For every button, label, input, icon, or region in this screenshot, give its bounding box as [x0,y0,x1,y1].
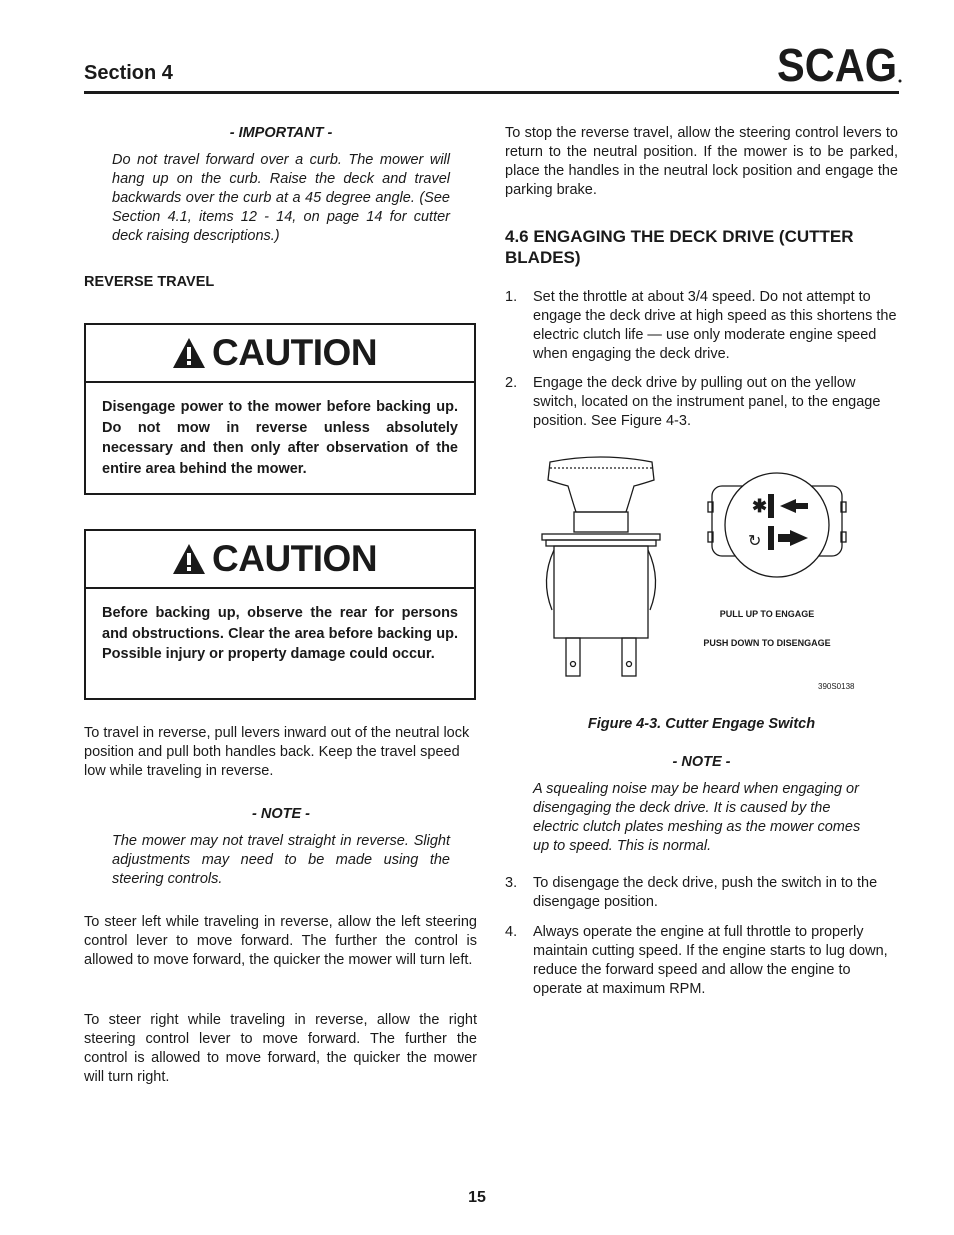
step-text: Always operate the engine at full throttle to properly maintain cutting speed. If the engine starts to lug down, reduce the forward speed and allow the engine to operate at maximum RPM. [533,924,888,997]
note-text: The mower may not travel straight in reverse. Slight adjustments may need to be made using the steering controls. [112,833,450,887]
push-label: PUSH DOWN TO DISENGAGE [703,638,831,648]
header-rule [84,91,899,94]
caution-box-1 [84,323,476,495]
step-text: Set the throttle at about 3/4 speed. Do not attempt to engage the deck drive at high speed as this shortens the electric clutch life — use only moderate engine speed when engaging the deck drive. [533,289,897,362]
step-number: 1. [505,289,518,305]
step-number: 4. [505,924,518,940]
cutter-switch-figure [530,450,870,700]
page-number: 15 [468,1189,486,1206]
step-item [505,923,898,999]
note-label: - NOTE - [672,754,731,770]
note-text: A squealing noise may be heard when engaging or disengaging the deck drive. It is caused by the electric clutch plates meshing as the mower comes up to speed. This is normal. [533,781,861,854]
svg-text:↻: ↻ [748,533,762,550]
step-item [505,874,898,912]
step-text: Engage the deck drive by pulling out on the yellow switch, located on the instrument panel, to the engage position. See Figure 4-3. [533,375,881,429]
step-item [505,374,898,431]
warning-triangle-icon [172,543,206,575]
caution-title: CAUTION [212,538,378,579]
logo-text: SCAG [777,44,897,86]
step-text: To disengage the deck drive, push the switch in to the disengage position. [533,875,878,910]
important-label: - IMPORTANT - [229,125,333,141]
switch-diagram [530,450,870,700]
section-title: Section 4 [84,62,173,84]
reverse-travel-heading: REVERSE TRAVEL [84,274,215,290]
steps-list-a [505,288,898,431]
caution-text: Disengage power to the mower before backing up. Do not mow in reverse unless absolutely necessary and then only after observation of the entire area behind the mower. [102,399,458,477]
caution-title: CAUTION [212,332,378,373]
figure-caption: Figure 4-3. Cutter Engage Switch [587,716,816,732]
reverse-paragraph: To travel in reverse, pull levers inward out of the neutral lock position and pull both handles back. Keep the travel speed low while traveling in reverse. [84,725,470,779]
step-number: 3. [505,875,518,891]
warning-triangle-icon [172,337,206,369]
steer-left-paragraph: To steer left while traveling in reverse, allow the left steering control lever to move forward. The further the control is allowed to move forward, the quicker the mower will turn left. [84,914,477,968]
important-text: Do not travel forward over a curb. The mower will hang up on the curb. Raise the deck and travel backwards over the curb at a 45 degree angle. (See Section 4.1, items 12 - 14, on page 14 for cutter deck raising descriptions.) [112,152,450,244]
steps-list-b [505,874,898,999]
caution-header [86,531,474,589]
svg-text:✱: ✱ [752,496,768,516]
caution-header [86,325,474,383]
pull-label: PULL UP TO ENGAGE [719,609,815,619]
scag-logo [777,44,903,86]
deck-drive-heading: 4.6 ENGAGING THE DECK DRIVE (CUTTER BLADES) [505,227,854,267]
note-label: - NOTE - [252,806,310,822]
caution-text: Before backing up, observe the rear for persons and obstructions. Clear the area before backing up. Possible injury or property damage could occur. [102,605,458,662]
step-item [505,288,898,364]
caution-box-2 [84,529,476,700]
step-number: 2. [505,375,518,391]
figure-code: 390S0138 [818,682,855,691]
steer-right-paragraph: To steer right while traveling in reverse, allow the right steering control lever to move forward. The further the control is allowed to move forward, the quicker the mower will turn right. [84,1012,477,1085]
stop-reverse-paragraph: To stop the reverse travel, allow the steering control levers to return to the neutral position. If the mower is to be parked, place the handles in the neutral lock position and engage the parking brake. [505,125,898,198]
